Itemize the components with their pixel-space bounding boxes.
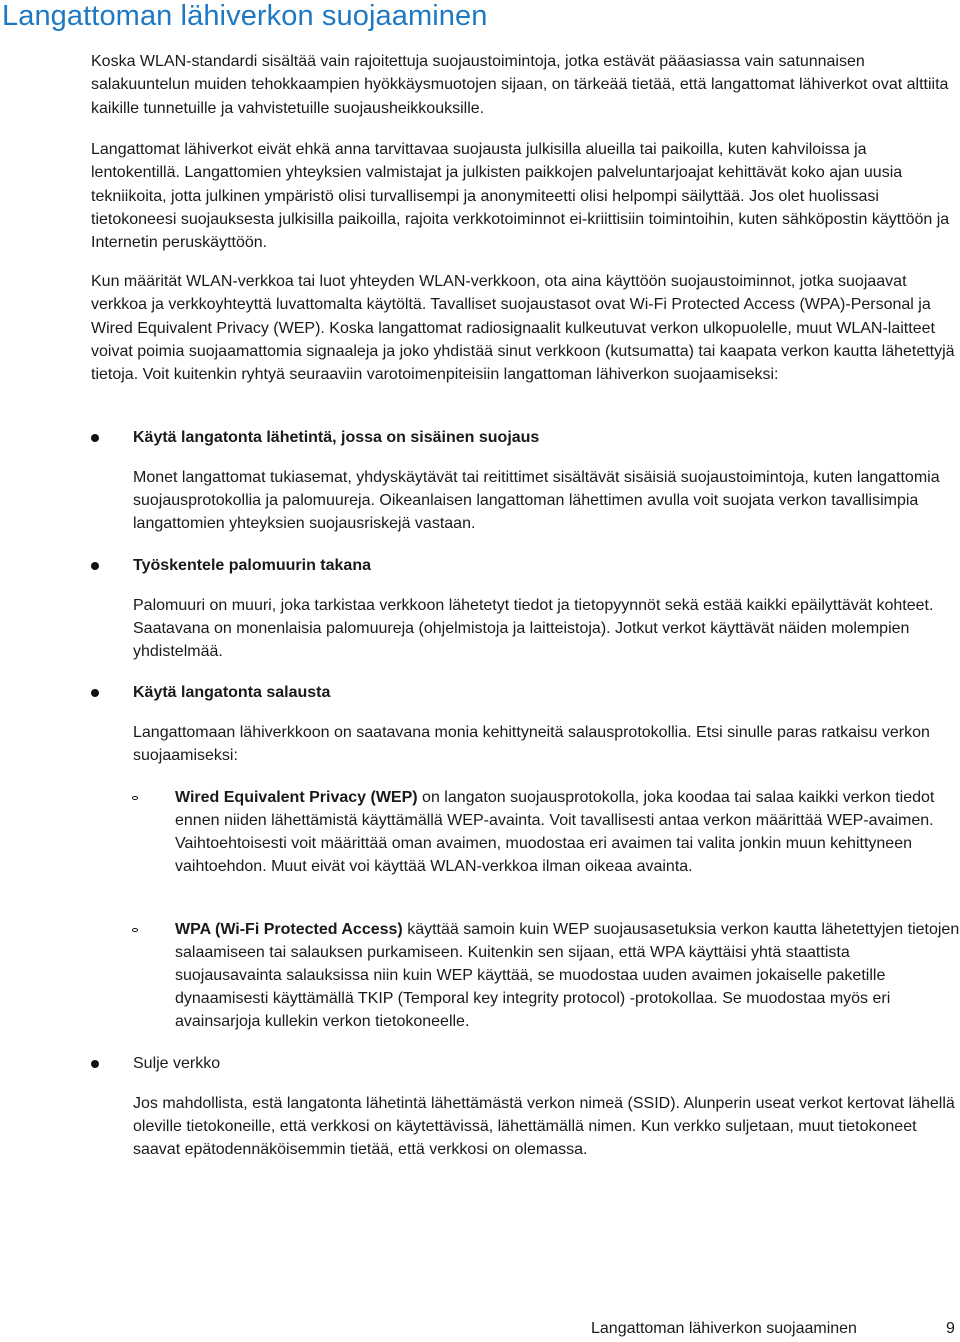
list-item-body: Monet langattomat tukiasemat, yhdyskäytävät tai reitittimet sisältävät sisäisiä suojaustoimintoja, kuten langattomia suojausprotokollia ja palomuureja. Oikeanlaisen langattoman lähettimen avulla voit suojata verkon tavallisimpia langattomien yhteyksien suojausriskejä vastaan. bbox=[133, 469, 940, 532]
bullet-icon bbox=[91, 434, 99, 442]
bullet-icon bbox=[91, 562, 99, 570]
list-item-body: Jos mahdollista, estä langatonta lähetintä lähettämästä verkon nimeä (SSID). Alunperin useat verkot kertovat lähellä oleville tietokoneille, että verkkosi on käytettävissä, lähettämällä nimen. Kun verkko suljetaan, muut tietokoneet saavat epätodennäköisemmin tietää, että verkkosi on olemassa. bbox=[133, 1095, 955, 1158]
bullet-icon bbox=[91, 689, 99, 697]
sub-list-item bbox=[175, 786, 960, 878]
list-item-heading: Käytä langatonta salausta bbox=[133, 684, 331, 701]
bullet-icon bbox=[91, 1060, 99, 1068]
list-item-body: Palomuuri on muuri, joka tarkistaa verkkoon lähetetyt tiedot ja tietopyynnöt sekä estää kaikki epäilyttävät kohteet. Saatavana on monenlaisia palomuureja (ohjelmistoja ja laitteistoja). Jotkut verkot käyttävät näiden molempien yhdistelmää. bbox=[133, 597, 934, 660]
sub-bullet-icon bbox=[132, 796, 138, 800]
list-item-heading: Sulje verkko bbox=[133, 1055, 221, 1072]
sub-list-term: WPA (Wi-Fi Protected Access) bbox=[175, 921, 403, 938]
page-number: 9 bbox=[946, 1320, 955, 1337]
footer-running-title: Langattoman lähiverkon suojaaminen bbox=[591, 1320, 857, 1337]
sub-list-text: käyttää samoin kuin WEP suojausasetuksia verkon kautta lähetettyjen tietojen salaamiseen tai salauksen purkamiseen. Kuitenkin sen sijaan, että WPA käyttäisi yhtä staattista suojausavainta salauksissa niin kuin WEP käyttää, se muodostaa uuden avaimen jokaiselle paketille dynaamisesti käyttämällä TKIP (Temporal key integrity protocol) -protokollaa. Se muodostaa myös eri avainsarjoja kullekin verkon tietokoneelle. bbox=[175, 921, 960, 1030]
sub-bullet-icon bbox=[132, 928, 138, 932]
list-item-heading: Työskentele palomuurin takana bbox=[133, 557, 371, 574]
list-item-heading: Käytä langatonta lähetintä, jossa on sisäinen suojaus bbox=[133, 429, 540, 446]
page-title: Langattoman lähiverkon suojaaminen bbox=[2, 0, 488, 32]
sub-list-text: on langaton suojausprotokolla, joka koodaa tai salaa kaikki verkon tiedot ennen niiden lähettämistä käyttämällä WEP-avainta. Voit tavallisesti antaa verkon määrittää WEP-avaimen. Vaihtoehtoisesti voit määrittää oman avaimen, muodostaa eri avaimen tai valita jonkin muun kehittyneen vaihtoehdon. Muut eivät voi käyttää WLAN-verkkoa ilman oikeaa avainta. bbox=[175, 789, 935, 875]
intro-paragraph: Langattomat lähiverkot eivät ehkä anna tarvittavaa suojausta julkisilla alueilla tai paikoilla, kuten kahviloissa ja lentokentillä. Langattomien yhteyksien valmistajat ja julkisten paikkojen palveluntarjoajat kehittävät koko ajan uusia tekniikoita, jotta julkinen ympäristö olisi turvallisempi ja anonymiteetti olisi helpompi säilyttää. Jos olet huolissasi tietokoneesi suojauksesta julkisilla paikoilla, rajoita verkkotoiminnot ei-kriittisiin toimintoihin, kuten sähköpostin käyttöön ja Internetin peruskäyttöön. bbox=[91, 141, 950, 252]
sub-list-item bbox=[175, 918, 960, 1033]
intro-paragraph: Koska WLAN-standardi sisältää vain rajoitettuja suojaustoimintoja, jotka estävät pääasiassa vain satunnaisen salakuuntelun muiden tehokkaampien hyökkäysmuotojen sijaan, on tärkeää tietää, että langattomat lähiverkot ovat alttiita kaikille tunnetuille ja vahvistetuille suojausheikkouksille. bbox=[91, 53, 949, 117]
intro-paragraph: Kun määrität WLAN-verkkoa tai luot yhteyden WLAN-verkkoon, ota aina käyttöön suojaustoiminnot, jotka suojaavat verkkoa ja verkkoyhteyttä luvattomalta käytöltä. Tavalliset suojaustasot ovat Wi-Fi Protected Access (WPA)-Personal ja Wired Equivalent Privacy (WEP). Koska langattomat radiosignaalit kulkeutuvat verkon ulkopuolelle, muut WLAN-laitteet voivat poimia suojaamattomia signaaleja ja joko yhdistää sinut verkkoon (kutsumatta) tai kaapata verkon kautta lähetettyjä tietoja. Voit kuitenkin ryhtyä seuraaviin varotoimenpiteisiin langattoman lähiverkon suojaamiseksi: bbox=[91, 273, 955, 384]
list-item-body: Langattomaan lähiverkkoon on saatavana monia kehittyneitä salausprotokollia. Etsi sinulle paras ratkaisu verkon suojaamiseksi: bbox=[133, 724, 930, 764]
sub-list-term: Wired Equivalent Privacy (WEP) bbox=[175, 789, 418, 806]
